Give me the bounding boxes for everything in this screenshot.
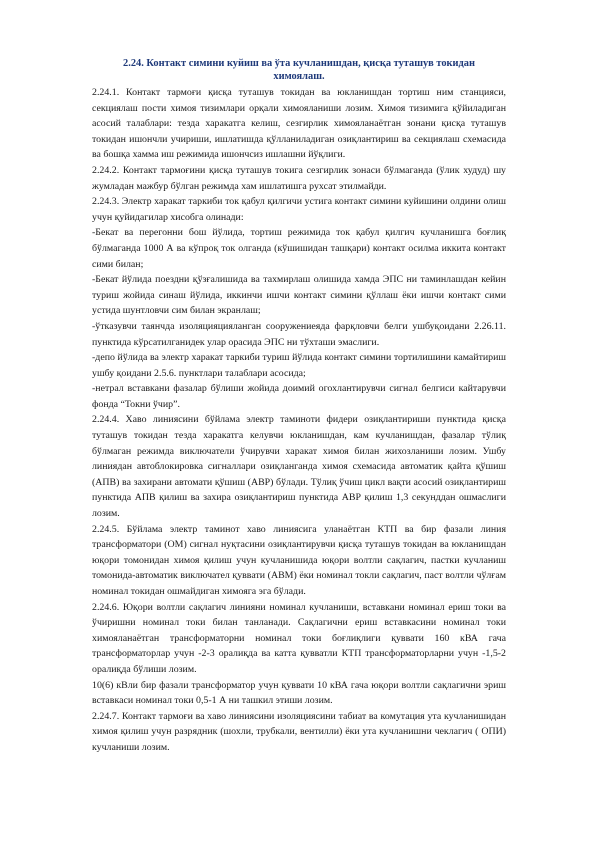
paragraph-2-24-2: 2.24.2. Контакт тармоғини қисқа туташув токига сезгирлик зонаси бўлмаганда (ўлик худуд) шу жумладан мажбур бўлган режимда хам ишлатишга рухсат этилмайди.	[92, 164, 506, 192]
list-item-insulated-support: -ўтказувчи таянчда изоляцияцияланган сооружениеяда фарқловчи белги ушбуқоидани 2.26.11. пунктида кўрсатилганидек улар орасида ЭПС ни тўхташи эмаслиги.	[92, 320, 506, 348]
list-item-neutral-insert: -нетрал вставкани фазалар бўлиши жойида доимий огохлантирувчи сигнал белгиси кайтарувчи фонда “Токни ўчир”.	[92, 383, 506, 410]
paragraph-2-24-3: 2.24.3. Электр харакат таркиби ток қабул қилгичи устига контакт симини куйишини олдини олиш учун қуйидагилар хисобга олинади:	[92, 196, 506, 223]
paragraph-2-24-7: 2.24.7. Контакт тармоғи ва хаво линиясини изоляциясини табиат ва комутация ута кучланишидан химоя қилиш учун разрядник (шохли, трубкали, вентилли) ёки ута кучланишни чеклагич ( ОПИ) кучланиши лозим.	[92, 710, 506, 753]
list-item-station-track: -Бекат йўлида поездни қўзғалишида ва тахмирлаш олишида хамда ЭПС ни таминлашдан кейин туриш жойида синаш йўлида, иккинчи ишчи контакт симини қўллаш ёки ишчи контакт сими устида шунтловчи сим билан экранлаш;	[92, 274, 506, 317]
paragraph-2-24-6: 2.24.6. Юқори волтли сақлагич линияни номинал кучланиши, вставкани номинал ериш токи ва ўчиришни номинал токи билан танланади. Сақлагични ериш вставкасини номинал токи химояланаётган трансформаторни номинал токи боғлиқлиги қуввати 160 кВА гача трансформаторлар учун -2-3 оралиқда ва катта қувватли КТП трансформаторларни учун -1,5-2 оралиқда бўлиши лозим.	[92, 601, 506, 675]
paragraph-2-24-5: 2.24.5. Бўйлама электр таминот хаво линиясига уланаётган КТП ва бир фазали линия трансформатори (ОМ) сигнал нуқтасини озиқлантирувчи қисқа туташув токидан ва юкланишдан юқори томонидан химоя қилиш учун кучланишида юқори волтли сақлагич, пастки кучланиш томонида-автоматик виключател қуввати (АВМ) ёки номинал токли сақлагич, паст волтли чўлғам номинал токидан ошмайдиган химояга эга бўлади.	[92, 523, 506, 597]
list-item-main-track: -Бекат ва перегонни бош йўлида, тортиш режимида ток қабул қилгич кучланишга боғлиқ бўлмаганда 1000 А ва кўпроқ ток олганда (кўшишидан ташқари) контакт осилма иккита контакт сими билан;	[92, 227, 506, 270]
list-item-depot-track: -депо йўлида ва электр харакат таркиби туриш йўлида контакт симини тортилишини камайтириш ушбу қоидани 2.5.6. пунктлари талаблари асосида;	[92, 352, 506, 379]
document-page	[92, 57, 506, 756]
paragraph-10-6-kv: 10(6) кВли бир фазали трансформатор учун қуввати 10 кВА гача юқори волтли сақлагични эриш вставкаси номинал токи 0,5-1 А ни ташкил этиши лозим.	[92, 679, 506, 707]
paragraph-2-24-4: 2.24.4. Хаво линиясини бўйлама электр таминоти фидери озиқлантириши пунктида қисқа туташув токидан тезда харакатга келувчи юкланишдан, кам кучланишдан, фазалар тўлиқ бўлмаган режимда виключатели ўчирувчи харакат химоя билан жихозланиши лозим. Ушбу линиядан автоблокировка сигналлари озиқланганда химоя схемасида автоматик қайта қўшиш (АПВ) ва захирани автомати қўшиш (АВР) бўлади. Тўлиқ ўчиш цикл вақти асосий озиқлантириш пунктида АПВ қилиш ва захира озиқлантириш пунктида АВР қилиш 1,3 секунддан ошмаслиги лозим.	[92, 414, 506, 520]
paragraph-2-24-1: 2.24.1. Контакт тармоғи қисқа туташув токидан ва юкланишдан тортиш ним станцияси, секциялаш пости химоя тизимлари орқали химояланиши лозим. Химоя тизимига қўйиладиган асосий талаблари: тезда харакатга келиш, сезгирлик химояланаётган зонани қисқа туташув токидан ишончли учириши, ишлатишда қўлланиладиган озиқлантириш ва секциялаш схемасида ва бошқа хамма иш режимида ишончсиз ишлашни йўқлиги.	[92, 87, 506, 161]
section-heading: 2.24. Контакт симини куйиш ва ўта кучланишдан, қисқа туташув токидан химоялаш.	[123, 58, 475, 82]
